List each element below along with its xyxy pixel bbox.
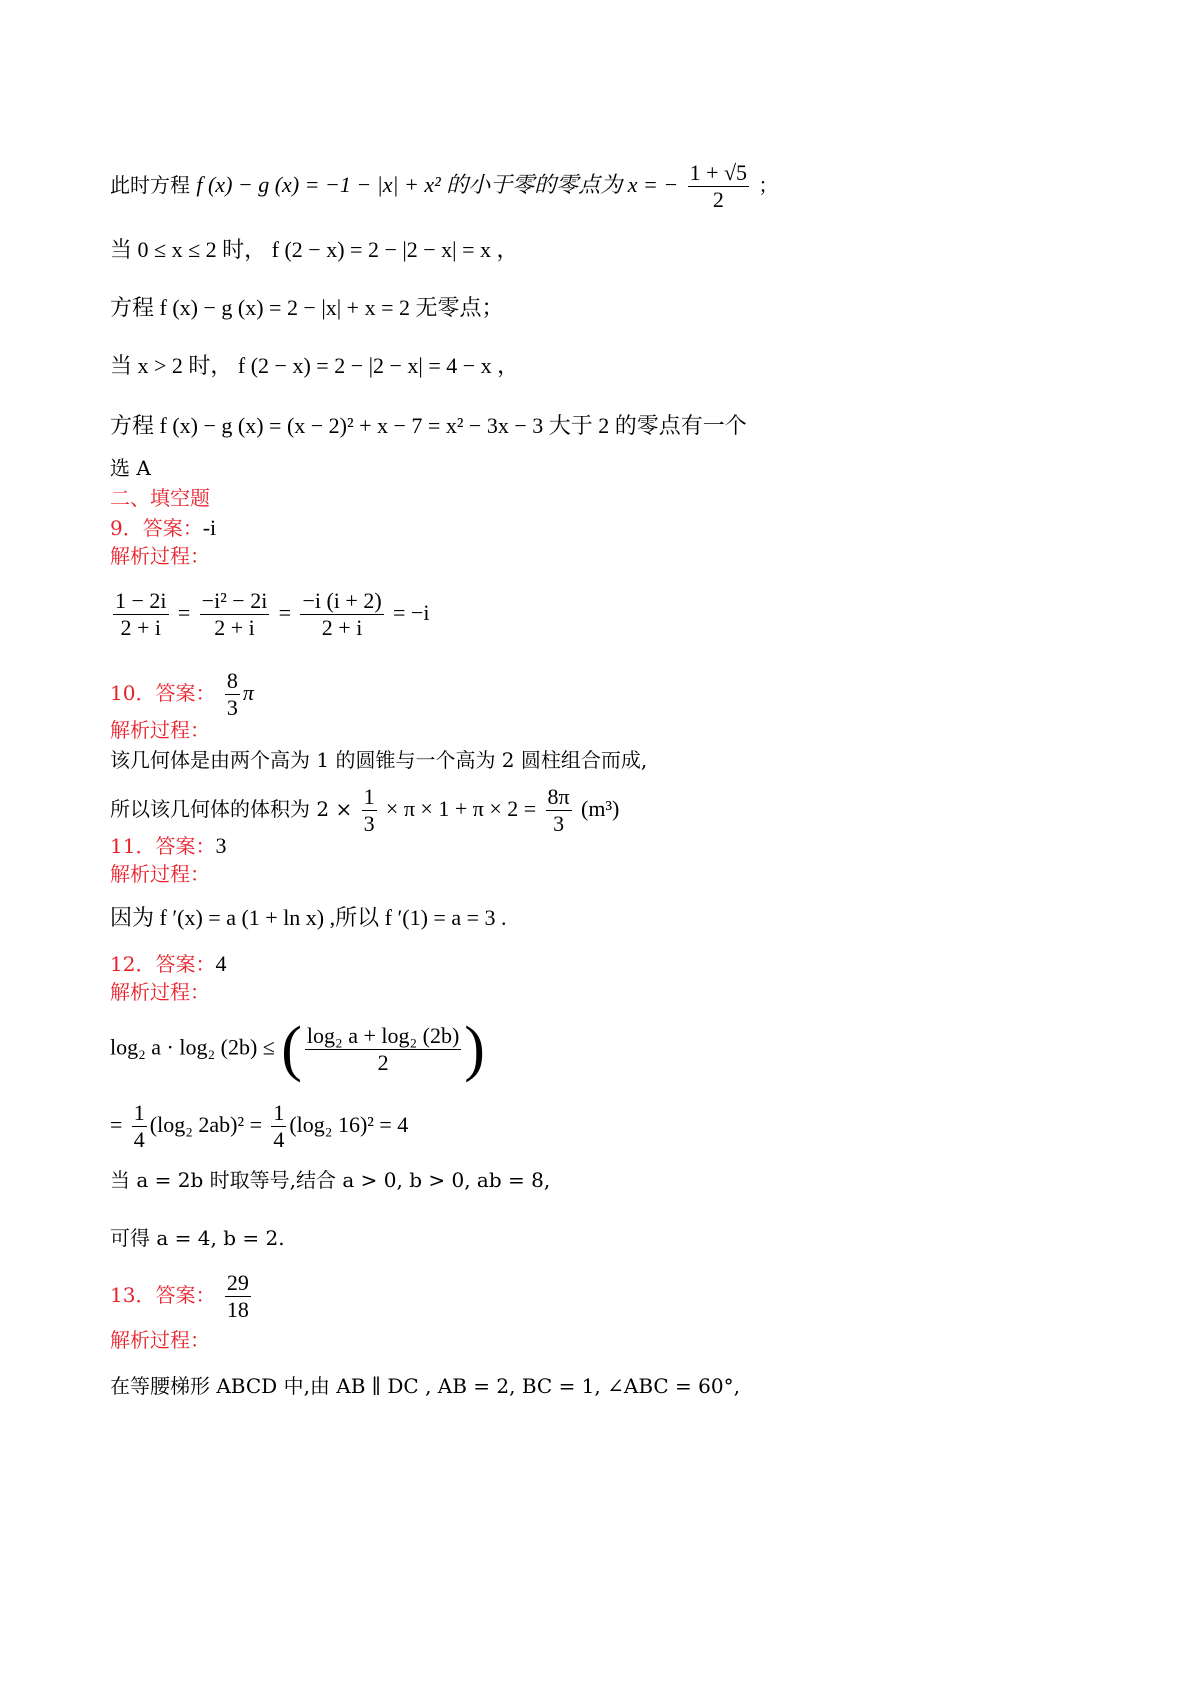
math-expression: (log₂ 16)² = 4: [289, 1112, 409, 1137]
text-line: 当 a = 2b 时取等号,结合 a > 0, b > 0, ab = 8,: [110, 1168, 551, 1192]
fraction-numerator: 1: [133, 1100, 145, 1125]
fraction-denominator: 2 + i: [214, 615, 255, 640]
fraction-denominator: 4: [133, 1127, 145, 1152]
math-expression: × π × 1 + π × 2 =: [385, 796, 537, 821]
fraction-numerator: 1: [363, 784, 375, 809]
process-label: 解析过程：: [110, 1328, 210, 1352]
text-segment: ；: [758, 173, 779, 197]
fraction-numerator: log₂ a + log₂ (2b): [306, 1022, 460, 1048]
fraction: [300, 588, 383, 641]
left-paren: (: [281, 1015, 302, 1083]
fraction: [305, 1023, 461, 1076]
answer-line: [110, 514, 216, 542]
process-label: 解析过程：: [110, 862, 210, 886]
text-line: 当 x > 2 时， f (2 − x) = 2 − |2 − x| = 4 − x ，: [110, 353, 520, 378]
fraction-denominator: 3: [553, 811, 565, 836]
text-line: 方程 f (x) − g (x) = (x − 2)² + x − 7 = x² − 3x − 3 大于 2 的零点有一个: [110, 413, 747, 438]
fraction-numerator: 8: [226, 668, 238, 693]
fraction-numerator: 8π: [547, 784, 570, 809]
process-label: 解析过程：: [110, 980, 210, 1004]
section-title: 二、填空题: [110, 486, 210, 510]
fraction: [200, 588, 270, 641]
text-segment: 所以该几何体的体积为 2 ×: [110, 797, 353, 821]
fraction-numerator: −i² − 2i: [201, 588, 268, 613]
right-paren: ): [464, 1015, 485, 1083]
text-line: 因为 f ′(x) = a (1 + ln x) ,所以 f ′(1) = a = 3 .: [110, 905, 507, 930]
fraction-denominator: 3: [226, 695, 238, 720]
math-line: [110, 784, 619, 837]
text-line: 该几何体是由两个高为 1 的圆锥与一个高为 2 圆柱组合而成,: [110, 748, 648, 772]
fraction-denominator: 2: [377, 1049, 389, 1075]
equals-sign: =: [177, 600, 191, 625]
answer-label: 11．答案：: [110, 834, 216, 858]
text-line: 当 0 ≤ x ≤ 2 时， f (2 − x) = 2 − |2 − x| = x ，: [110, 237, 519, 262]
fraction-numerator: 1: [273, 1100, 285, 1125]
answer-value: 4: [215, 951, 227, 976]
fraction-numerator: 1 − 2i: [115, 588, 167, 613]
fraction: [546, 784, 572, 837]
text-line: 方程 f (x) − g (x) = 2 − |x| + x = 2 无零点；: [110, 295, 504, 320]
math-line: [110, 1100, 408, 1153]
equals-sign: =: [110, 1112, 123, 1137]
fraction-denominator: 18: [226, 1297, 249, 1322]
process-label: 解析过程：: [110, 718, 210, 742]
fraction: [113, 588, 169, 641]
math-expression: log₂ a · log₂ (2b) ≤: [110, 1034, 275, 1060]
fraction-numerator: 1 + √5: [689, 160, 748, 185]
answer-value: -i: [202, 515, 217, 540]
math-line: [110, 1015, 485, 1083]
answer-line: [110, 668, 254, 721]
text-line: [110, 160, 778, 213]
answer-label: 9．答案：: [110, 516, 203, 540]
answer-line: [110, 1270, 254, 1323]
answer-line: [110, 832, 226, 860]
fraction-denominator: 2 + i: [120, 615, 162, 640]
fraction-denominator: 3: [363, 811, 375, 836]
fraction: [225, 668, 240, 721]
text-line: 在等腰梯形 ABCD 中,由 AB ∥ DC , AB = 2, BC = 1, ∠ABC = 60°,: [110, 1374, 740, 1398]
answer-label: 12．答案：: [110, 952, 216, 976]
answer-value: 3: [215, 833, 227, 858]
answer-label: 10．答案：: [110, 681, 216, 705]
fraction-numerator: −i (i + 2): [302, 588, 382, 613]
fraction-denominator: 2: [712, 187, 724, 212]
fraction: [362, 784, 377, 837]
fraction: [132, 1100, 147, 1153]
fraction-numerator: 29: [226, 1270, 249, 1295]
unit: (m³): [581, 796, 620, 821]
text-segment: 此时方程: [110, 173, 190, 197]
fraction: [688, 160, 749, 213]
process-label: 解析过程：: [110, 544, 210, 568]
answer-line: [110, 950, 226, 978]
equals-sign: =: [278, 600, 292, 625]
math-expression: (log₂ 2ab)² =: [149, 1112, 262, 1137]
math-expression: f (x) − g (x) = −1 − |x| + x² 的小于零的零点为 x = −: [196, 172, 679, 197]
text-line: 可得 a = 4, b = 2.: [110, 1226, 285, 1250]
math-result: = −i: [393, 600, 430, 625]
math-line: [110, 588, 429, 641]
pi-symbol: π: [242, 680, 254, 705]
fraction: [225, 1270, 251, 1323]
fraction-denominator: 2 + i: [321, 615, 363, 640]
answer-label: 13．答案：: [110, 1283, 216, 1307]
fraction-denominator: 4: [273, 1127, 285, 1152]
text-line: 选 A: [110, 456, 151, 480]
fraction: [271, 1100, 286, 1153]
